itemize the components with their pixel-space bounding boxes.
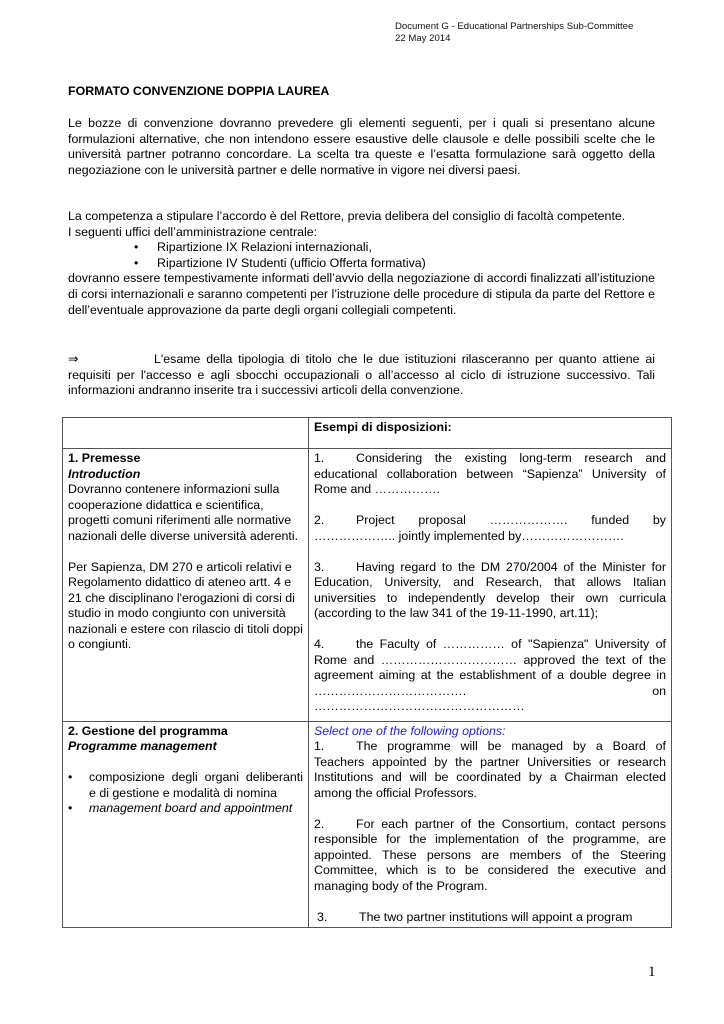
- example-item: 2. For each partner of the Consortium, contact persons responsible for the implementation of the programme, are appointed. These persons are members of the Steering Committee, which is to be considered the executive and managing body of the Program.: [314, 816, 666, 893]
- example-item: 2. Project proposal ………………. funded by ……………….. jointly implemented by…………………….: [314, 513, 666, 543]
- right-arrow-icon: ⇒: [68, 352, 79, 366]
- header-date: 22 May 2014: [395, 32, 451, 44]
- row-description: Dovranno contenere informazioni sulla cooperazione didattica e scientifica, progetti comuni riferimenti alle normative nazionali delle diverse università aderenti.: [68, 482, 299, 543]
- row-examples-cell: [309, 721, 672, 928]
- bullet-icon: •: [68, 770, 73, 784]
- example-item: 1. The programme will be managed by a Board of Teachers appointed by the partner Universities or research Institutions and will be coordinated by a Chairman elected among the official Professors.: [314, 739, 666, 800]
- header-cell-left: [63, 418, 309, 449]
- topic-bullet: • composizione degli organi deliberanti e di gestione e modalità di nomina: [68, 770, 303, 800]
- bullet-icon: •: [134, 240, 139, 255]
- bullet-icon: •: [134, 255, 139, 270]
- intro-paragraph: Le bozze di convenzione dovranno prevedere gli elementi seguenti, per i quali si presentano alcune formulazioni alternative, che non intendono essere esaustive delle clausole e delle possibili scelte che le università partner potranno concordare. La scelta tra queste e l’esatta formulazione sarà oggetto della negoziazione con le università partner e delle normative in vigore nei diversi paesi.: [68, 116, 655, 177]
- bullet-icon: •: [68, 801, 73, 815]
- row-title: 1. Premesse: [68, 451, 141, 465]
- header-document-label: Document G - Educational Partnerships Sub-Committee: [395, 21, 634, 32]
- example-item: 4. the Faculty of …………… of "Sapienza" University of Rome and …………………………… approved the text of the agreement aiming at the establishment of a double degree in ………………………………. on ……………………………………………: [314, 637, 666, 713]
- select-options-note: Select one of the following options:: [314, 723, 506, 738]
- table-row: [63, 721, 672, 928]
- competence-section: [68, 209, 655, 318]
- row-description: Per Sapienza, DM 270 e articoli relativi e Regolamento didattico di ateneo artt. 4 e 21 che disciplinano l'erogazioni di corsi di studio in modo congiunto con università nazionali e estere con rilascio di titoli doppi o congiunti.: [68, 559, 303, 651]
- office-item: • Ripartizione IV Studenti (ufficio Offerta formativa): [134, 255, 426, 270]
- example-item: 1. Considering the existing long-term research and educational collaboration between “Sapienza” University of Rome and …………….: [314, 451, 666, 496]
- topic-bullet: • management board and appointment: [68, 801, 293, 815]
- offices-duties: dovranno essere tempestivamente informati dell’avvio della negoziazione di accordi finalizzati all’istituzione di corsi internazionali e saranno competenti per l’istruzione delle procedure di stipula da parte del Rettore e dell’eventuale approvazione da parte degli organi collegiali competenti.: [68, 271, 655, 317]
- offices-list: [68, 240, 655, 271]
- page-header: [395, 21, 633, 44]
- table-row: [63, 449, 672, 722]
- competence-line: La competenza a stipulare l’accordo è del Rettore, previa delibera del consiglio di facoltà competente.: [68, 209, 626, 223]
- table-header-row: [63, 418, 672, 449]
- example-item: 3. Having regard to the DM 270/2004 of the Minister for Education, University, and Research, that allows Italian universities to independently develop their own curricula (according to the law 341 of the 19-11-1990, art.11);: [314, 559, 666, 620]
- row-subtitle: Introduction: [68, 466, 141, 481]
- example-item: 3. The two partner institutions will appoint a program: [317, 909, 633, 924]
- note-text: L'esame della tipologia di titolo che le due istituzioni rilasceranno per quanto attiene ai requisiti per l'accesso e agli sbocchi occupazionali o all’accesso al ciclo di istruzione successivo. Tali informazioni andranno inserite tra i successivi articoli della convenzione.: [68, 352, 655, 398]
- note-paragraph: [68, 352, 655, 399]
- row-topic-cell: [63, 449, 309, 722]
- row-examples-cell: [309, 449, 672, 722]
- office-item: • Ripartizione IX Relazioni internazionali,: [134, 240, 372, 255]
- row-title: 2. Gestione del programma: [68, 723, 228, 738]
- row-topic-cell: [63, 721, 309, 928]
- offices-intro: I seguenti uffici dell’amministrazione centrale:: [68, 224, 318, 239]
- page-number: 1: [648, 964, 656, 980]
- document-title: FORMATO CONVENZIONE DOPPIA LAUREA: [68, 84, 330, 98]
- provisions-table: [62, 417, 672, 928]
- row-subtitle: Programme management: [68, 739, 217, 753]
- header-cell-examples: Esempi di disposizioni:: [309, 418, 672, 449]
